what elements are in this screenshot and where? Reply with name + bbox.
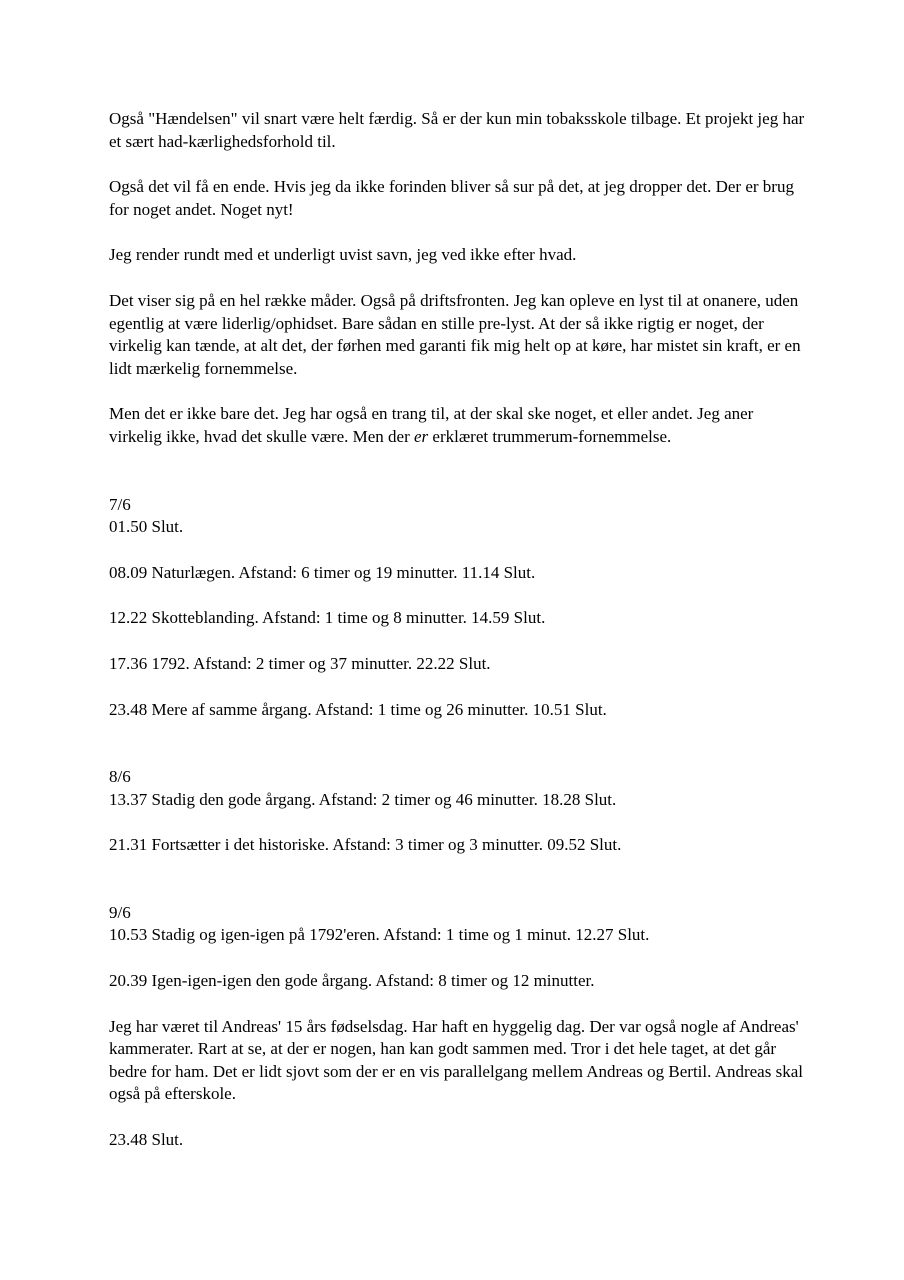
paragraph-haendelsen: Også "Hændelsen" vil snart være helt færdig. Så er der kun min tobaksskole tilbage. Et projekt jeg har et sært had-kærlighedsforhold til. xyxy=(109,109,805,151)
paragraph-fodselsdag: Jeg har været til Andreas' 15 års fødselsdag. Har haft en hyggelig dag. Der var også nogle af Andreas' kammerater. Rart at se, at der er nogen, han kan godt sammen med. Tror i det hele taget, at det går bedre for ham. Det er lidt sjovt som der er en vis parallelgang mellem Andreas og Bertil. Andreas skal også på efterskole. xyxy=(109,1016,803,1104)
log-entry: 17.36 1792. Afstand: 2 timer og 37 minutter. 22.22 Slut. xyxy=(109,653,491,673)
date-heading-7-6: 7/6 xyxy=(109,494,131,514)
date-heading-9-6: 9/6 xyxy=(109,902,131,922)
paragraph-ende: Også det vil få en ende. Hvis jeg da ikke forinden bliver så sur på det, at jeg dropper det. Der er brug for noget andet. Noget nyt! xyxy=(109,177,794,219)
log-entry: 20.39 Igen-igen-igen den gode årgang. Afstand: 8 timer og 12 minutter. xyxy=(109,971,595,991)
log-entry: 01.50 Slut. xyxy=(109,517,184,537)
log-entry: 23.48 Mere af samme årgang. Afstand: 1 time og 26 minutter. 10.51 Slut. xyxy=(109,699,607,719)
log-entry: 12.22 Skotteblanding. Afstand: 1 time og 8 minutter. 14.59 Slut. xyxy=(109,608,546,628)
paragraph-trummerum-text: Men det er ikke bare det. Jeg har også en trang til, at der skal ske noget, et eller andet. Jeg aner virkelig ikke, hvad det skulle være. Men der xyxy=(109,404,754,446)
paragraph-driftsfronten: Det viser sig på en hel række måder. Også på driftsfronten. Jeg kan opleve en lyst til at onanere, uden egentlig at være liderlig/ophidset. Bare sådan en stille pre-lyst. At der så ikke rigtig er noget, der virkelig kan tænde, at alt det, der førhen med garanti fik mig helt op at køre, har mistet sin kraft, er en lidt mærkelig fornemmelse. xyxy=(109,290,801,378)
emphasis-er: er xyxy=(413,426,429,446)
log-entry: 08.09 Naturlægen. Afstand: 6 timer og 19 minutter. 11.14 Slut. xyxy=(109,562,536,582)
log-entry: 10.53 Stadig og igen-igen på 1792'eren. Afstand: 1 time og 1 minut. 12.27 Slut. xyxy=(109,925,650,945)
log-entry: 21.31 Fortsætter i det historiske. Afstand: 3 timer og 3 minutter. 09.52 Slut. xyxy=(109,835,622,855)
date-heading-8-6: 8/6 xyxy=(109,767,131,787)
paragraph-savn: Jeg render rundt med et underligt uvist savn, jeg ved ikke efter hvad. xyxy=(109,245,577,265)
log-entry: 13.37 Stadig den gode årgang. Afstand: 2 timer og 46 minutter. 18.28 Slut. xyxy=(109,789,617,809)
paragraph-trummerum-end: erklæret trummerum-fornemmelse. xyxy=(428,426,672,446)
log-entry: 23.48 Slut. xyxy=(109,1130,184,1150)
paragraph-trummerum xyxy=(109,403,809,448)
document-page xyxy=(109,108,809,1152)
